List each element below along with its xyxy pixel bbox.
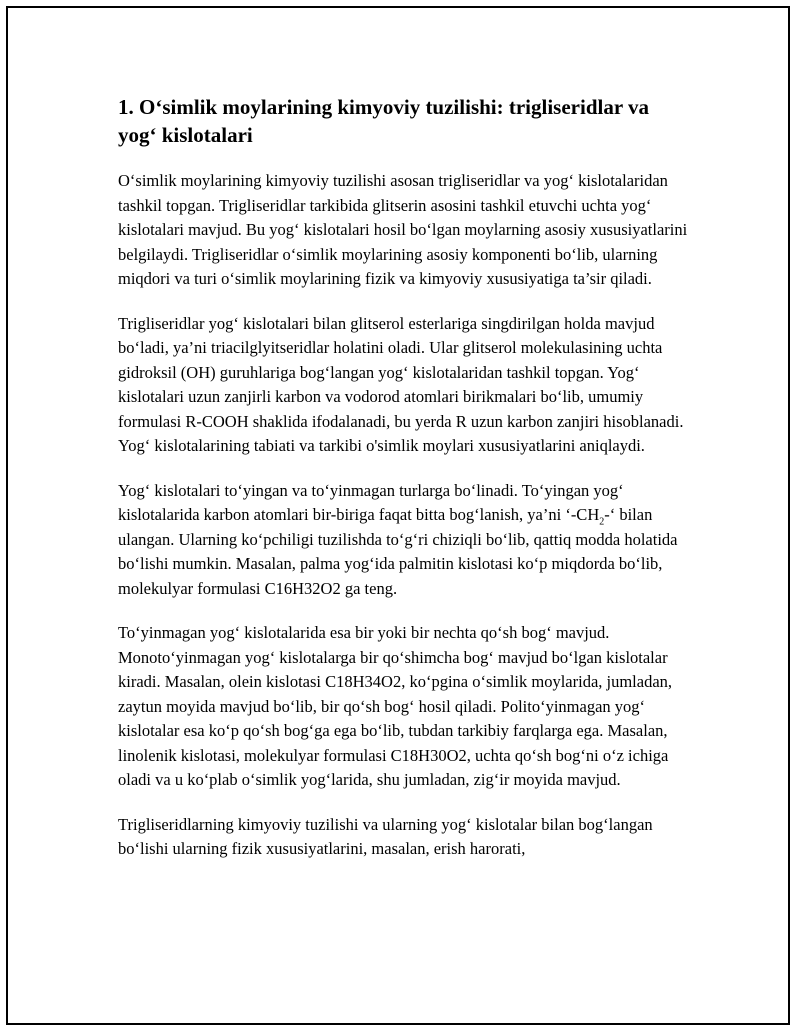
section-heading: 1. O‘simlik moylarining kimyoviy tuzilishi: trigliseridlar va yog‘ kislotalari [118,95,650,147]
paragraph-1: O‘simlik moylarining kimyoviy tuzilishi asosan trigliseridlar va yog‘ kislotalaridan tashkil topgan. Trigliseridlar tarkibida glitserin asosini tashkil etuvchi uchta yog‘ kislotalari mavjud. Bu yog‘ kislotalari hosil bo‘lgan moylarning asosiy xususiyatlarini belgilaydi. Trigliseridlar o‘simlik moylarining asosiy komponenti bo‘lib, ularning miqdori va turi o‘simlik moylarining fizik va kimyoviy xususiyatiga ta’sir qiladi. [118,171,688,288]
paragraph-3 [118,479,688,602]
paragraph-2: Trigliseridlar yog‘ kislotalari bilan glitserol esterlariga singdirilgan holda mavjud bo‘ladi, ya’ni triacilglyitseridlar holatini oladi. Ular glitserol molekulasining uchta gidroksil (OH) guruhlariga bog‘langan yog‘ kislotalaridan tashkil topgan. Yog‘ kislotalari uzun zanjirli karbon va vodorod atomlari birikmalari bo‘lib, umumiy formulasi R-COOH shaklida ifodalanadi, bu yerda R uzun karbon zanjiri hisoblanadi. Yog‘ kislotalarining tabiati va tarkibi o'simlik moylari xususiyatlarini aniqlaydi. [118,313,684,455]
document-body [118,93,688,882]
paragraph-5: Trigliseridlarning kimyoviy tuzilishi va ularning yog‘ kislotalar bilan bog‘langan bo‘lishi ularning fizik xususiyatlarini, masalan, erish harorati, [118,814,653,858]
subscript-2: 2 [599,516,605,528]
paragraph-3-text-b: -‘ bilan ulangan. Ularning ko‘pchiligi tuzilishda to‘g‘ri chiziqli bo‘lib, qattiq modda holatida bo‘lishi mumkin. Masalan, palma yog‘ida palmitin kislotasi ko‘p miqdorda bo‘lib, molekulyar formulasi C16H32O2 ga teng. [118,505,678,598]
paragraph-3-text-a: Yog‘ kislotalari to‘yingan va to‘yinmagan turlarga bo‘linadi. To‘yingan yog‘ kislotalarida karbon atomlari bir-biriga faqat bitta bog‘lanish, ya’ni ‘-CH [118,480,624,524]
paragraph-4: To‘yinmagan yog‘ kislotalarida esa bir yoki bir nechta qo‘sh bog‘ mavjud. Monoto‘yinmagan yog‘ kislotalarga bir qo‘shimcha bog‘ mavjud bo‘lgan kislotalar kiradi. Masalan, olein kislotasi C18H34O2, ko‘pgina o‘simlik moylarida, jumladan, zaytun moyida mavjud bo‘lib, bir qo‘sh bog‘ hosil qiladi. Polito‘yinmagan yog‘ kislotalar esa ko‘p qo‘sh bog‘ga ega bo‘lib, tubdan tarkibiy farqlarga ega. Masalan, linolenik kislotasi, molekulyar formulasi C18H30O2, uchta qo‘sh bog‘ni o‘z ichiga oladi va u ko‘plab o‘simlik yog‘larida, shu jumladan, zig‘ir moyida mavjud. [118,623,673,789]
